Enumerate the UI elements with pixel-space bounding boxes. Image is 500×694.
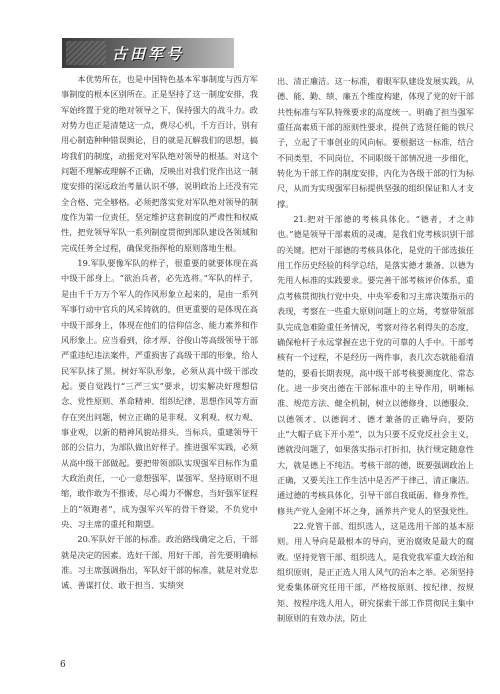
left-column — [61, 72, 258, 594]
right-column — [277, 74, 474, 626]
paragraph: 21.把对干部德的考核具体化。“德者，才之帅也。”德是领导干部素质的灵魂，是我们党考核识别干部的关键。把对干部德的考核具体化，是党的干部选拔任用工作历史经验的科学总结，是落实德才兼备、以德为先用人标准的实践要求。要完善干部考核评价体系，重点考核贯彻执行党中央、中央军委和习主席决策指示的表现，考察在一些重大原则问题上的立场，考察带领部队完成急难险重任务情况，考察对待名利得失的态度，确保枪杆子永远掌握在忠于党的可靠的人手中。干部考核有一个过程，不是经历一两件事，表几次态就能看清楚的，要看长期表现，高中级干部考核要测度化、常态化。进一步突出德在干部标准中的主导作用，明晰标准、规范方法、健全机制，树立以德修身、以德服众、以德领才、以德润才、德才兼备的正确导向，要防止“大帽子底下开小差”，以为只要不反党反社会主义，德就没问题了，如果落实指示打折扣，执行规定随意性大，就是德上不纯洁。考核干部的德，既要强调政治上正确，又要关注工作生活中是否严于律己、清正廉洁。通过德的考核具体化，引导干部自我砥砺、修身养性，修共产党人金刚不坏之身，涵养共产党人的坚强党性。 — [277, 214, 474, 516]
paragraph: 出、清正廉洁。这一标准，着眼军队建设发展实践，从德、能、勤、绩、廉五个维度构建，体现了党的好干部共性标准与军队特殊要求的高度统一。明确了担当强军重任高素质干部的原则性要求，提供了选贤任能的铁尺子，立起了干事创业的风向标。要根据这一标准，结合不同类型、不同岗位、不同职级干部情况进一步细化，转化为干部工作的制度安排，内化为各级干部的行为标尺，从而为实现强军目标提供坚强的组织保证和人才支撑。 — [277, 76, 474, 209]
paragraph: 20.军队好干部的标准。政治路线确定之后，干部就是决定的因素。选好干部、用好干部，首先要明确标准。习主席强调指出，军队好干部的标准，就是对党忠诚、善谋打仗、敢于担当、实绩突 — [61, 534, 258, 591]
paragraph: 22.党管干部、组织选人，这是选用干部的基本原则。用人导向是最根本的导向，更治腐败是最大的腐败。坚持党管干部、组织选人，是我党我军重大政治和组织原则，是正正选人用人风气的治本之举。必须坚持党委集体研究任用干部，严格按原则、按纪律、按规矩、按程序选人用人，研究探索干部工作贯彻民主集中制原则的有效办法，防止 — [277, 520, 474, 624]
paragraph: 本优势所在，也是中国特色基本军事制度与西方军事制度的根本区别所在。正是坚持了这一制度安排，我军始终置于党的绝对领导之下，保持强大的战斗力。政对势力也正是清楚这一点，费尽心机，千方百计，别有用心制造种种错误舆论，目的就是瓦解我们的思想，搞垮我们的制度，动摇党对军队绝对领导的根基。对这个问题不理解或理解不正确，反映出对我们党作出这一制度安排的深远政治考量认识不够，说明政治上还没有完全合格、完全够格。必须把落实党对军队绝对领导的制度作为第一位责任，坚定维护这套制度的严肃性和权威性，把党领导军队一系列制度贯彻到部队建设各领域和完成任务全过程，确保党指挥枪的原则落地生根。 — [61, 74, 258, 253]
banner-ornament — [66, 41, 106, 65]
paragraph: 19.军队要像军队的样子，很重要的就要体现在高中级干部身上。“欲治兵者，必先选将。”军队的样子，是由千千万万个军人的作风形象立起来的，是由一系列军事行动中官兵的风采铸就的，但更重要的是体现在高中级干部身上，体现在他们的信仰信念、能力素养和作风形象上。应当看到，徐才厚、谷俊山等高级领导干部严重违纪违法案件，严重损害了高级干部的形象，给人民军队抹了黑。树好军队形象，必须从高中级干部改起。要自觉践行“三严三实”要求，切实解决好理想信念、党性原则、革命精神、组织纪律、思想作风等方面存在突出问题，树立正确的是非观、义利观、权力观、事业观，以新的精神风貌站排头、当标兵，重建领导干部的公信力，为部队做出好样子。推进强军实践，必须从高中级干部做起。要把带领部队实现强军目标作为重大政治责任，一心一意想强军、谋强军、坚持原则不退缩，敢作敢为不推诿，尽心竭力不懈怠，当好强军征程上的“领跑者”，成为强军兴军的骨干脊梁，不负党中央、习主席的重托和期望。 — [61, 258, 258, 529]
section-header-banner — [62, 38, 234, 68]
section-title: 古田军号 — [111, 44, 184, 63]
page-number: 6 — [60, 660, 66, 670]
